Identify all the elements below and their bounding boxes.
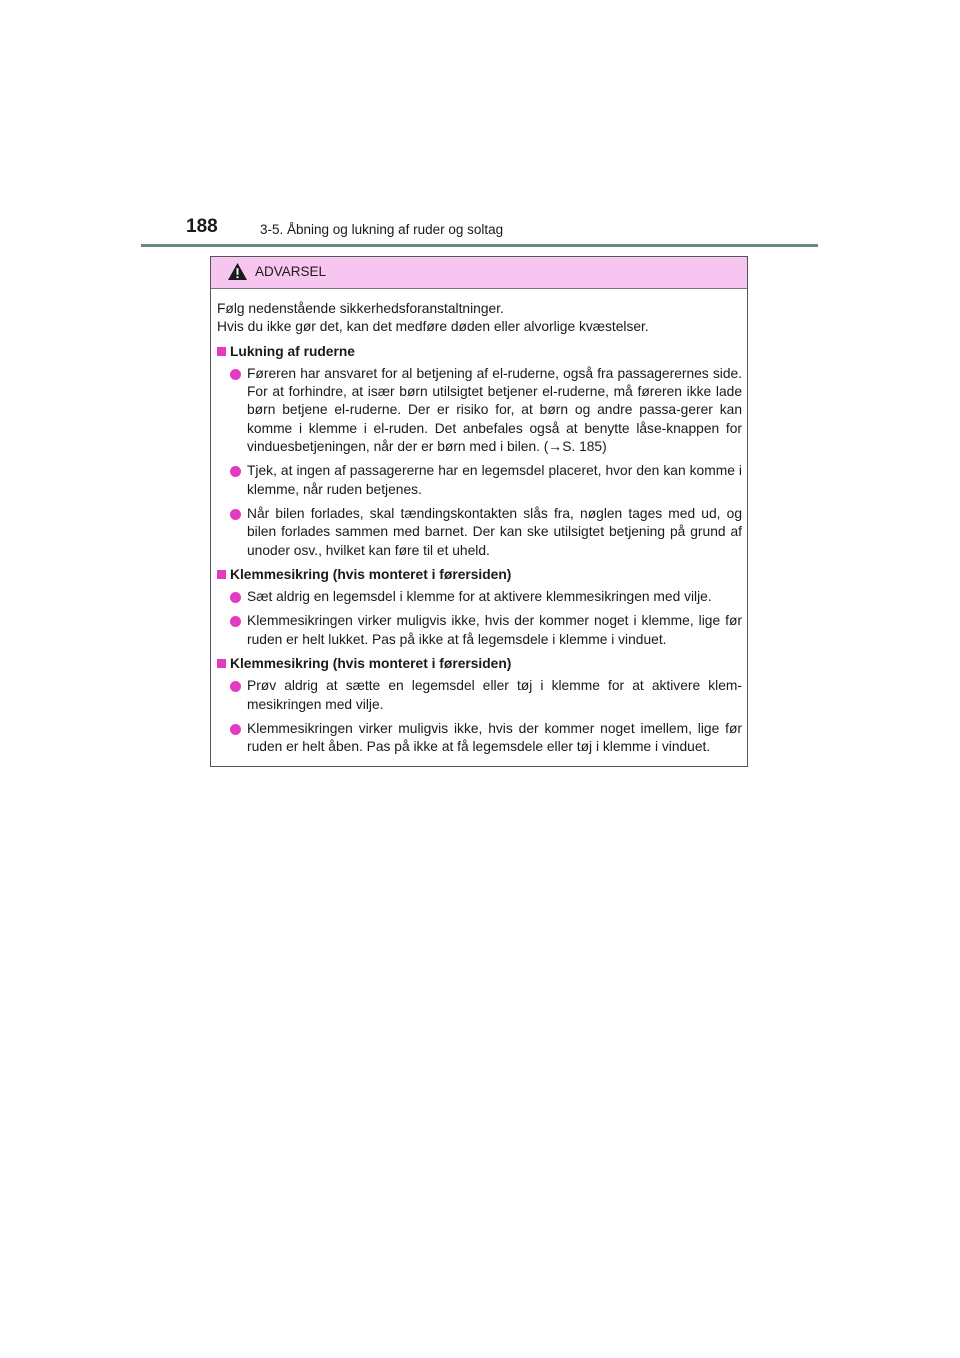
circle-bullet-icon bbox=[230, 724, 241, 735]
list-item bbox=[230, 588, 742, 606]
section-title: 3-5. Åbning og lukning af ruder og soltag bbox=[260, 222, 504, 237]
warning-box bbox=[210, 256, 748, 767]
header-rule bbox=[141, 244, 818, 247]
list-item-text: Når bilen forlades, skal tændingskontakten slås fra, nøglen tages med ud, og bilen forlades sammen med barnet. Der kan ske utilsigtet betjening på grund af unoder osv., hvilket kan føre til et uheld. bbox=[247, 505, 742, 558]
circle-bullet-icon bbox=[230, 616, 241, 627]
list-item bbox=[230, 677, 742, 714]
section-heading bbox=[217, 566, 742, 584]
list-item-text: Føreren har ansvaret for al betjening af el-ruderne, også fra passagerernes side. For at forhindre, at især børn utilsigtet betjener el-ruderne, må føreren ikke lade børn betjene el-ruderne. Der er risiko for, at børn og andre passa-gerer kan komme i klemme i el-ruden. Det anbefales også at benytte låse-knappen for vinduesbetjeningen, når der er børn med i bilen. (→S. 185) bbox=[247, 365, 742, 455]
circle-bullet-icon bbox=[230, 466, 241, 477]
section-heading bbox=[217, 343, 742, 361]
warning-intro bbox=[217, 300, 742, 337]
list-item bbox=[230, 365, 742, 456]
list-item bbox=[230, 612, 742, 649]
section-heading bbox=[217, 655, 742, 673]
section-heading-text: Klemmesikring (hvis monteret i førersiden) bbox=[230, 656, 512, 672]
circle-bullet-icon bbox=[230, 369, 241, 380]
square-bullet-icon bbox=[217, 570, 226, 579]
circle-bullet-icon bbox=[230, 681, 241, 692]
list-item bbox=[230, 505, 742, 560]
list-item bbox=[230, 462, 742, 499]
list-item-text: Tjek, at ingen af passagererne har en legemsdel placeret, hvor den kan komme i klemme, når ruden betjenes. bbox=[247, 463, 742, 497]
intro-line-1: Følg nedenstående sikkerhedsforanstaltninger. bbox=[217, 301, 504, 316]
list-item-text: Sæt aldrig en legemsdel i klemme for at aktivere klemmesikringen med vilje. bbox=[247, 589, 712, 605]
list-item-text: Prøv aldrig at sætte en legemsdel eller tøj i klemme for at aktivere klem-mesikringen med vilje. bbox=[247, 678, 742, 712]
list-item bbox=[230, 720, 742, 757]
circle-bullet-icon bbox=[230, 509, 241, 520]
warning-triangle-icon bbox=[227, 262, 248, 281]
list-item-text: Klemmesikringen virker muligvis ikke, hvis der kommer noget imellem, lige før ruden er helt åben. Pas på ikke at få legemsdele eller tøj i klemme i vinduet. bbox=[247, 720, 742, 755]
section-heading-text: Lukning af ruderne bbox=[230, 343, 355, 359]
intro-line-2: Hvis du ikke gør det, kan det medføre døden eller alvorlige kvæstelser. bbox=[217, 319, 649, 335]
square-bullet-icon bbox=[217, 347, 226, 356]
warning-title: ADVARSEL bbox=[255, 264, 327, 279]
square-bullet-icon bbox=[217, 659, 226, 668]
list-item-text: Klemmesikringen virker muligvis ikke, hvis der kommer noget i klemme, lige før ruden er helt lukket. Pas på ikke at få legemsdele i klemme i vinduet. bbox=[247, 613, 742, 647]
circle-bullet-icon bbox=[230, 592, 241, 603]
warning-body bbox=[211, 289, 747, 757]
page-number: 188 bbox=[186, 216, 218, 237]
section-heading-text: Klemmesikring (hvis monteret i førersiden) bbox=[230, 566, 512, 582]
warning-header bbox=[211, 257, 747, 289]
